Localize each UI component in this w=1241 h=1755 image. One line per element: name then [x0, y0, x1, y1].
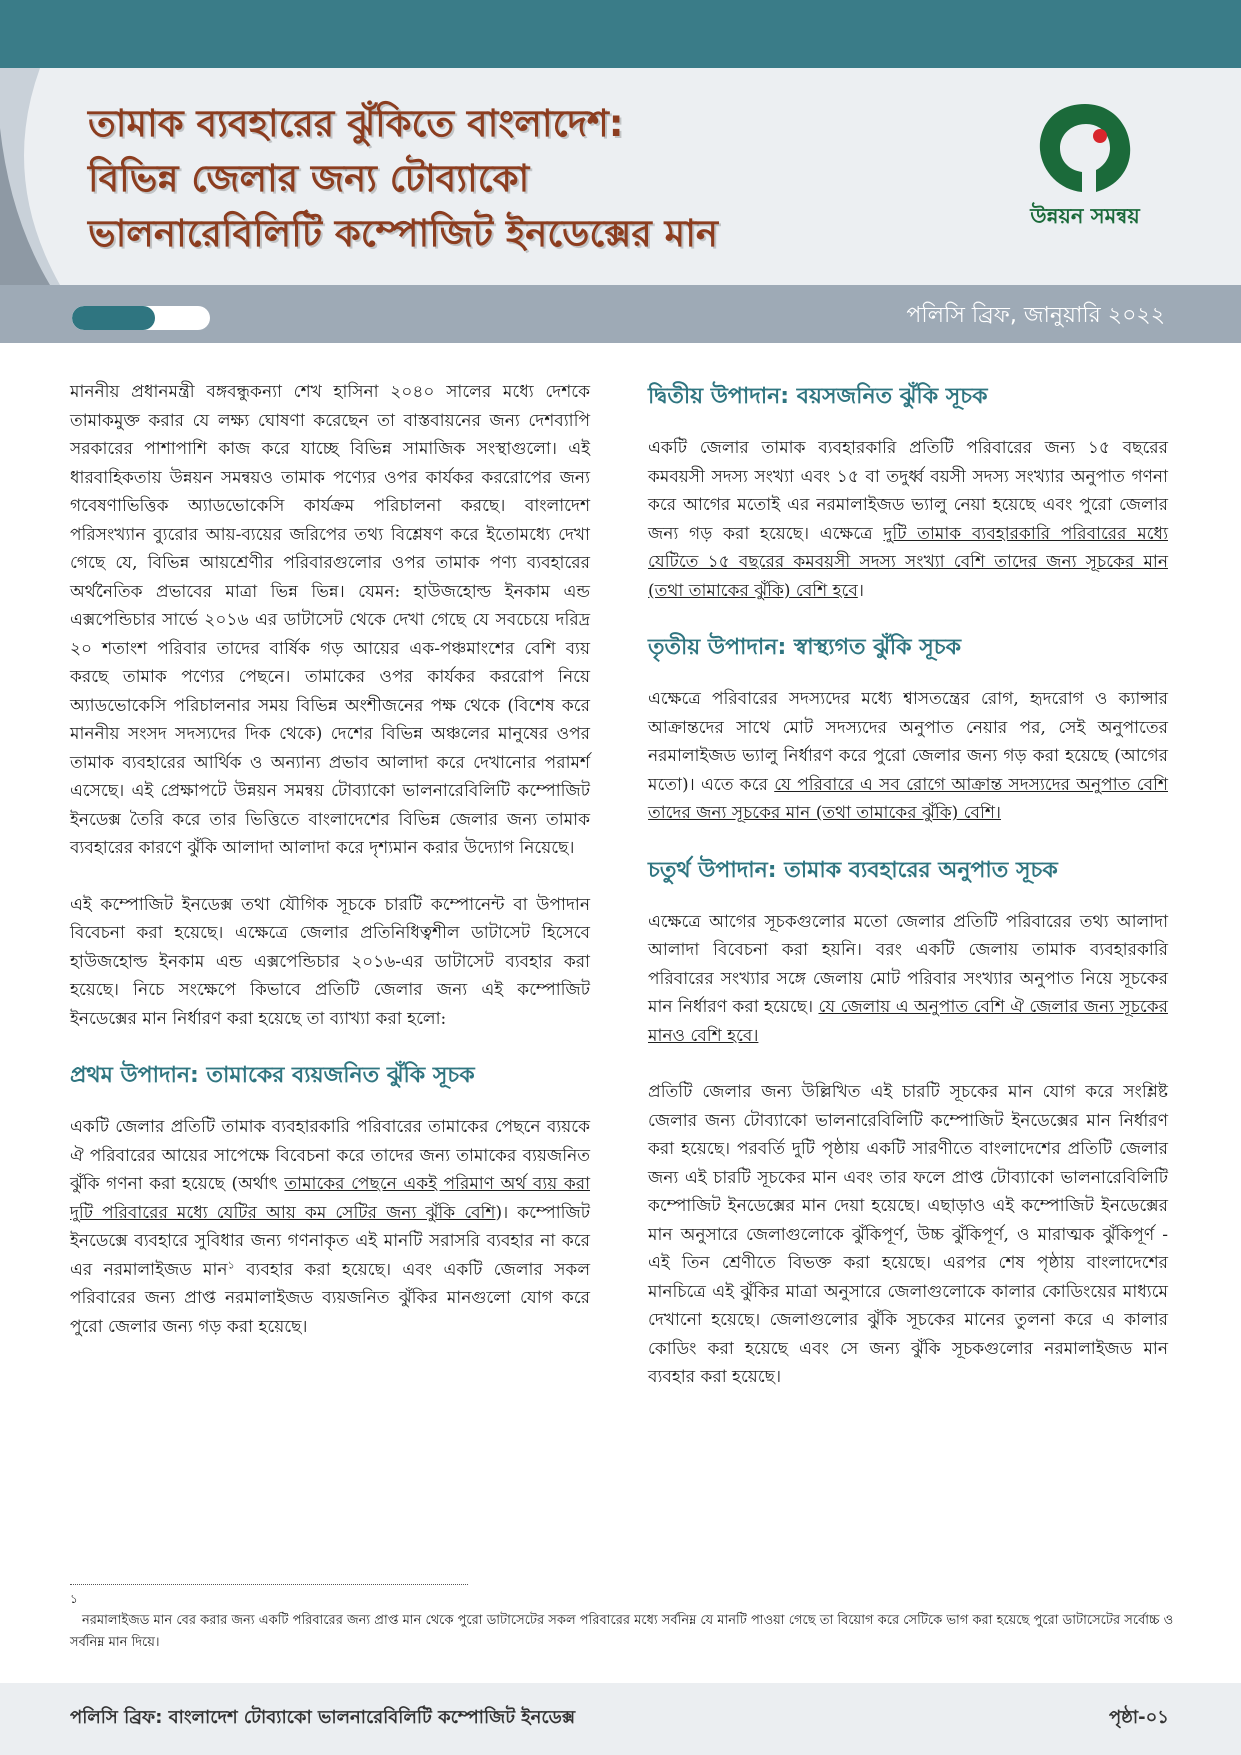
summary-paragraph: প্রতিটি জেলার জন্য উল্লিখিত এই চারটি সূচকের মান যোগ করে সংশ্লিষ্ট জেলার জন্য টোব্যাকো ভালনারেবিলিটি কম্পোজিট ইনডেক্সের মান নির্ধারণ করা হয়েছে। পরবর্তি দুটি পৃষ্ঠায় একটি সারণীতে বাংলাদেশের প্রতিটি জেলার জন্য এই চারটি সূচকের মান এবং তার ফলে প্রাপ্ত টোব্যাকো ভালনারেবিলিটি কম্পোজিট ইনডেক্সের মান দেয়া হয়েছে। এছাড়াও এই কম্পোজিট ইনডেক্সের মান অনুসারে জেলাগুলোকে ঝুঁকিপূর্ণ, উচ্চ ঝুঁকিপূর্ণ, ও মারাত্মক ঝুঁকিপূর্ণ - এই তিন শ্রেণীতে বিভক্ত করা হয়েছে। এরপর শেষ পৃষ্ঠায় বাংলাদেশের মানচিত্রে এই ঝুঁকির মাত্রা অনুসারে জেলাগুলোকে কালার কোডিংয়ের মাধ্যমে দেখানো হয়েছে। জেলাগুলোর ঝুঁকি সূচকের মানের তুলনা করে এ কালার কোডিং করা হয়েছে এবং সে জন্য ঝুঁকি সূচকগুলোর নরমালাইজড মান ব্যবহার করা হয়েছে। — [648, 1082, 1168, 1387]
footnote-text: নরমালাইজড মান বের করার জন্য একটি পরিবারের জন্য প্রাপ্ত মান থেকে পুরো ডাটাসেটের সকল পরিবারের মধ্যে সর্বনিম্ন যে মানটি পাওয়া গেছে তা বিয়োগ করে সেটিকে ভাগ করা হয়েছে পুরো ডাটাসেটের সর্বোচ্চ ও সর্বনিম্ন মান দিয়ে। — [70, 1613, 1174, 1650]
first-component-paragraph: একটি জেলার প্রতিটি তামাক ব্যবহারকারি পরিবারের তামাকের পেছনে ব্যয়কে ঐ পরিবারের আয়ের সাপেক্ষে বিবেচনা করে তাদের জন্য তামাকের ব্যয়জনিত ঝুঁকি গণনা করা হয়েছে (অর্থাৎ তামাকের পেছনে একই পরিমাণ অর্থ ব্যয় করা দুটি পরিবারের মধ্যে যেটির আয় কম সেটির জন্য ঝুঁকি বেশি)। কম্পোজিট ইনডেক্সে ব্যবহারে সুবিধার জন্য গণনাকৃত এই মানটি সরাসরি ব্যবহার না করে এর নরমালাইজড মান$^১$ ব্যবহার করা হয়েছে। এবং একটি জেলার সকল পরিবারের জন্য প্রাপ্ত নরমালাইজড ব্যয়জনিত ঝুঁকির মানগুলো যোগ করে পুরো জেলার জন্য গড় করা হয়েছে। — [70, 1117, 591, 1337]
page-footer — [0, 1683, 1241, 1755]
footer-title: পলিসি ব্রিফ: বাংলাদেশ টোব্যাকো ভালনারেবিলিটি কম্পোজিট ইনডেক্স — [70, 1707, 576, 1728]
progress-pill — [72, 306, 210, 330]
logo-mark-icon — [1030, 98, 1140, 198]
section-heading-first-component: প্রথম উপাদান: তামাকের ব্যয়জনিত ঝুঁকি সূচক — [70, 1063, 475, 1088]
intro-paragraph: মাননীয় প্রধানমন্ত্রী বঙ্গবন্ধুকন্যা শেখ হাসিনা ২০৪০ সালের মধ্যে দেশকে তামাকমুক্ত করার যে লক্ষ্য ঘোষণা করেছেন তা বাস্তবায়নের জন্য দেশব্যাপি সরকারের পাশাপাশি কাজ করে যাচ্ছে বিভিন্ন সামাজিক সংস্থাগুলো। এই ধারবাহিকতায় উন্নয়ন সমন্বয়ও তামাক পণ্যের ওপর কার্যকর কররোপের জন্য গবেষণাভিত্তিক অ্যাডভোকেসি কার্যক্রম পরিচালনা করছে। বাংলাদেশ পরিসংখ্যান ব্যুরোর আয়-ব্যয়ের জরিপের তথ্য বিশ্লেষণ করে ইতোমধ্যে দেখা গেছে যে, বিভিন্ন আয়শ্রেণীর পরিবারগুলোর ওপর তামাক পণ্য ব্যবহারের অর্থনৈতিক প্রভাবের মাত্রা ভিন্ন ভিন্ন। যেমন: হাউজহোল্ড ইনকাম এন্ড এক্সপেন্ডিচার সার্ভে ২০১৬ এর ডাটাসেট থেকে দেখা গেছে যে সবচেয়ে দরিদ্র ২০ শতাংশ পরিবার তাদের বার্ষিক গড় আয়ের এক-পঞ্চমাংশের বেশি ব্যয় করছে তামাক পণ্যের পেছনে। তামাকের ওপর কার্যকর কররোপ নিয়ে অ্যাডভোকেসি পরিচালনার সময় বিভিন্ন অংশীজনের পক্ষ থেকে (বিশেষ করে মাননীয় সংসদ সদস্যদের দিক থেকে) দেশের বিভিন্ন অঞ্চলের মানুষের ওপর তামাক ব্যবহারের আর্থিক ও অন্যান্য প্রভাব আলাদা করে দেখানোর পরামর্শ এসেছে। এই প্রেক্ষাপটে উন্নয়ন সমন্বয় টোব্যাকো ভালনারেবিলিটি কম্পোজিট ইনডেক্স তৈরি করে তার ভিত্তিতে বাংলাদেশের বিভিন্ন জেলার জন্য তামাক ব্যবহারের কারণে ঝুঁকি আলাদা আলাদা করে দৃশ্যমান করার উদ্যোগ নিয়েছে। — [70, 382, 590, 858]
index-overview-paragraph: এই কম্পোজিট ইনডেক্স তথা যৌগিক সূচকে চারটি কম্পোনেন্ট বা উপাদান বিবেচনা করা হয়েছে। এক্ষেত্রে জেলার প্রতিনিধিত্বশীল ডাটাসেট হিসেবে হাউজহোল্ড ইনকাম এন্ড এক্সপেন্ডিচার ২০১৬-এর ডাটাসেট ব্যবহার করা হয়েছে। নিচে সংক্ষেপে কিভাবে প্রতিটি জেলার জন্য এই কম্পোজিট ইনডেক্সের মান নির্ধারণ করা হয়েছে তা ব্যাখ্যা করা হলো: — [70, 894, 590, 1029]
fourth-component-paragraph: এক্ষেত্রে আগের সূচকগুলোর মতো জেলার প্রতিটি পরিবারের তথ্য আলাদা আলাদা বিবেচনা করা হয়নি। বরং একটি জেলায় তামাক ব্যবহারকারি পরিবারের সংখ্যার সঙ্গে জেলায় মোট পরিবার সংখ্যার অনুপাত নিয়ে সূচকের মান নির্ধারণ করা হয়েছে। যে জেলায় এ অনুপাত বেশি ঐ জেলার জন্য সূচকের মানও বেশি হবে। — [648, 911, 1168, 1046]
second-component-paragraph: একটি জেলার তামাক ব্যবহারকারি প্রতিটি পরিবারের জন্য ১৫ বছরের কমবয়সী সদস্য সংখ্যা এবং ১৫ বা তদুর্ধ্ব বয়সী সদস্য সংখ্যার অনুপাত গণনা করে আগের মতোই এর নরমালাইজড ভ্যালু নেয়া হয়েছে এবং পুরো জেলার জন্য গড় করা হয়েছে। এক্ষেত্রে দুটি তামাক ব্যবহারকারি পরিবারের মধ্যে যেটিতে ১৫ বছরের কমবয়সী সদস্য সংখ্যা বেশি তাদের জন্য সূচকের মান (তথা তামাকের ঝুঁকি) বেশি হবে। — [648, 438, 1168, 601]
progress-pill-fill — [72, 306, 155, 330]
underlined-text: দুটি তামাক ব্যবহারকারি পরিবারের মধ্যে যেটিতে ১৫ বছরের কমবয়সী সদস্য সংখ্যা বেশি তাদের জন্য সূচকের মান (তথা তামাকের ঝুঁকি) বেশি হবে — [648, 523, 1168, 601]
organization-logo — [1010, 98, 1160, 258]
section-heading-third-component: তৃতীয় উপাদান: স্বাস্থ্যগত ঝুঁকি সূচক — [648, 635, 961, 660]
title-line: ভালনারেবিলিটি কম্পোজিট ইনডেক্সের মান — [88, 212, 719, 255]
underlined-text: তামাকের পেছনে একই পরিমাণ অর্থ ব্যয় করা দুটি পরিবারের মধ্যে যেটির আয় কম সেটির জন্য ঝুঁকি বেশি — [70, 1174, 591, 1223]
sub-header-band — [0, 285, 1241, 343]
underlined-text: যে পরিবারে এ সব রোগে আক্রান্ত সদস্যদের অনুপাত বেশি তাদের জন্য সূচকের মান (তথা তামাকের ঝুঁকি) বেশি। — [648, 774, 1168, 823]
right-column — [648, 378, 1168, 1420]
third-component-paragraph: এক্ষেত্রে পরিবারের সদস্যদের মধ্যে শ্বাসতন্ত্রের রোগ, হৃদরোগ ও ক্যান্সার আক্রান্তদের সাথে মোট সদস্যদের অনুপাত নেয়ার পর, সেই অনুপাতের নরমালাইজড ভ্যালু নির্ধারণ করে পুরো জেলার জন্য গড় করা হয়েছে (আগের মতো)। এতে করে যে পরিবারে এ সব রোগে আক্রান্ত সদস্যদের অনুপাত বেশি তাদের জন্য সূচকের মান (তথা তামাকের ঝুঁকি) বেশি। — [648, 689, 1168, 823]
footnote-number: ১ — [70, 1592, 78, 1606]
section-heading-fourth-component: চতুর্থ উপাদান: তামাক ব্যবহারের অনুপাত সূচক — [648, 857, 1058, 883]
footnote-ref[interactable]: ১ — [227, 1257, 235, 1271]
page-number: পৃষ্ঠা-০১ — [1108, 1707, 1169, 1728]
title-line: তামাক ব্যবহারের ঝুঁকিতে বাংলাদেশ: — [88, 102, 624, 145]
title-line: বিভিন্ন জেলার জন্য টোব্যাকো — [88, 157, 530, 200]
section-heading-second-component: দ্বিতীয় উপাদান: বয়সজনিত ঝুঁকি সূচক — [648, 384, 988, 409]
brief-date: পলিসি ব্রিফ, জানুয়ারি ২০২২ — [906, 303, 1165, 328]
underlined-text: যে জেলায় এ অনুপাত বেশি ঐ জেলার জন্য সূচকের মানও বেশি হবে। — [648, 997, 1168, 1046]
left-column — [70, 378, 590, 1369]
top-color-bar — [0, 0, 1241, 68]
page-title — [88, 96, 928, 261]
footnote-divider — [70, 1584, 468, 1585]
header-band — [0, 68, 1241, 285]
logo-text: উন্নয়ন সমন্বয় — [1030, 204, 1140, 228]
